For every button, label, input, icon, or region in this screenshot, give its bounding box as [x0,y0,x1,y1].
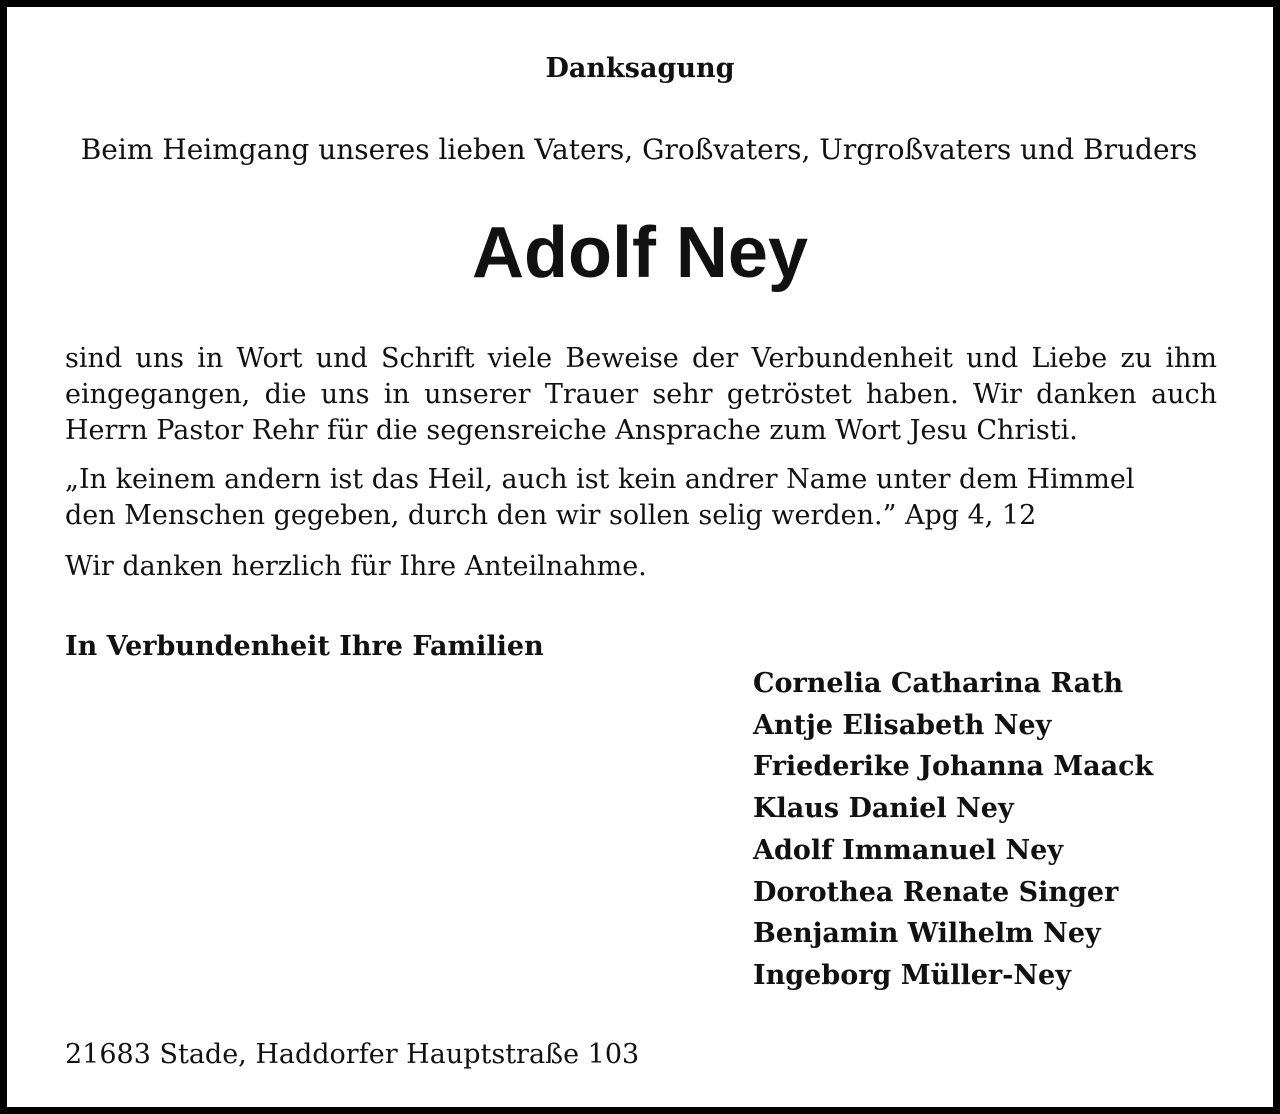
family-name: Cornelia Catharina Rath [753,668,1124,699]
notice-heading: Danksagung [545,53,735,84]
family-name: Antje Elisabeth Ney [753,709,1052,741]
family-names-list [753,663,1153,997]
bible-quote [65,462,1217,534]
family-name: Friederike Johanna Maack [753,751,1154,783]
bible-quote-line: „In keinem andern ist das Heil, auch ist kein andrer Name unter dem Himmel [65,464,1135,495]
family-name: Ingeborg Müller-Ney [753,959,1071,991]
family-name: Adolf Immanuel Ney [753,834,1064,866]
closing-line: In Verbundenheit Ihre Familien [65,631,544,662]
address: 21683 Stade, Haddorfer Hauptstraße 103 [65,1039,640,1070]
family-name: Benjamin Wilhelm Ney [753,918,1101,950]
thanks-paragraph: sind uns in Wort und Schrift viele Beweise der Verbundenheit und Liebe zu ihm eingegangen, die uns in unserer Trauer sehr getröstet haben. Wir danken auch Herrn Pastor Rehr für die segensreiche Ansprache zum Wort Jesu Christi. [65,343,1217,446]
deceased-name: Adolf Ney [471,213,809,293]
bible-quote-line: den Menschen gegeben, durch den wir sollen selig werden.” Apg 4, 12 [65,500,1037,531]
thanks-line: Wir danken herzlich für Ihre Anteilnahme. [65,551,647,582]
family-name: Dorothea Renate Singer [753,876,1119,908]
family-name: Klaus Daniel Ney [753,793,1014,825]
intro-line: Beim Heimgang unseres lieben Vaters, Großvaters, Urgroßvaters und Bruders [80,133,1198,166]
